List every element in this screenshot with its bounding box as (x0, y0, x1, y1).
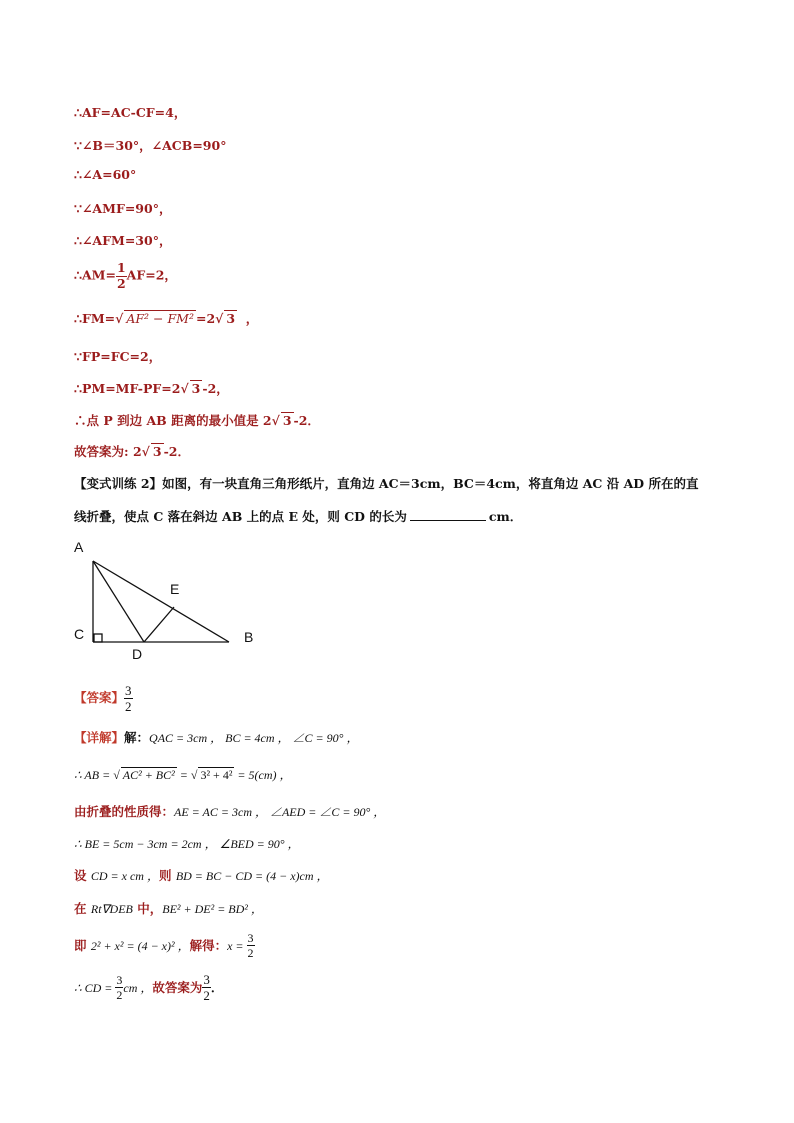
detail-line-4 (74, 833, 300, 852)
x-fraction: $\frac{3}{2}$ (247, 931, 254, 960)
solution-line-3: ∴∠A=60° (74, 167, 137, 182)
triangle-deb: Rt∇DEB (90, 902, 133, 916)
detail-line-3 (74, 801, 385, 820)
sqrt-sign (142, 444, 150, 459)
detail-line-1 (74, 728, 358, 746)
solution-line-4: ∵∠AMF=90°， (74, 201, 172, 216)
sqrt-ac-bc: AC² + BC² (122, 768, 175, 782)
segment-ab (93, 561, 229, 642)
detail-label: 【详解】 (74, 730, 125, 745)
segment-ad (93, 561, 144, 642)
x-equals: x = (227, 939, 247, 953)
final-fraction: $\frac{3}{2}$ (203, 972, 210, 1003)
final-answer-text: 故答案为 (152, 980, 203, 995)
minus-2: -2． (293, 413, 320, 428)
problem-text-2: 线折叠，使点 C 落在斜边 AB 上的点 E 处，则 CD 的长为 (74, 509, 407, 524)
detail-line-8 (74, 973, 223, 1002)
solution-line-5: ∴∠AFM=30°， (74, 233, 172, 248)
answer-blank (410, 520, 486, 521)
segment-de (144, 607, 174, 642)
detail-line-7 (74, 932, 255, 959)
label-e: E (170, 581, 180, 597)
cd-fraction: $\frac{3}{2}$ (116, 973, 123, 1002)
solution-line-8: ∵FP=FC=2， (74, 349, 162, 364)
label-c: C (74, 626, 85, 642)
min-distance-text: ∴点 P 到边 AB 距离的最小值是 2 (74, 413, 272, 428)
sqrt-radicand: AF² − FM² (126, 311, 194, 326)
fold-property: 由折叠的性质得： (74, 804, 175, 819)
problem-unit: cm． (488, 509, 523, 524)
answer-text: 故答案为: 2 (74, 444, 142, 459)
zhong-text: 中， (132, 901, 163, 916)
detail-line-6 (74, 898, 263, 917)
problem-title: 【变式训练 2】 (74, 476, 163, 491)
jie: 解： (124, 730, 150, 745)
period: ． (210, 980, 224, 995)
solution-line-7 (74, 309, 258, 327)
am-equals: ∴AM= (74, 267, 116, 283)
solution-line-2: ∵∠B＝30°，∠ACB=90° (74, 138, 227, 153)
answer-line (74, 684, 133, 713)
problem-line-2 (74, 507, 522, 525)
sqrt-sign (180, 381, 188, 396)
answer-label: 【答案】 (74, 690, 125, 705)
cd-equals-x: CD = x cm ， (90, 869, 159, 883)
minus-2: -2， (202, 381, 229, 396)
sqrt-sign (115, 311, 123, 326)
solution-line-11 (74, 442, 190, 460)
cd-equals: ∴ CD = (74, 981, 116, 995)
fm-equals: ∴FM= (74, 311, 116, 326)
sqrt-sign (215, 311, 223, 326)
right-angle-mark (94, 634, 102, 642)
sqrt-3: 3 (152, 444, 162, 459)
answer-fraction: $\frac{3}{2}$ (125, 683, 132, 714)
solve-text: 解得： (189, 938, 228, 953)
solution-line-1: ∴AF=AC-CF=4， (74, 105, 187, 120)
label-a: A (74, 539, 84, 555)
minus-2: -2． (163, 444, 190, 459)
triangle-figure (66, 532, 266, 662)
be-equation: ∴ BE = 5cm − 3cm = 2cm ， ∠BED = 90° ， (74, 837, 300, 851)
comma: ， (245, 311, 259, 326)
equals: = (176, 768, 191, 782)
sqrt-3-4: 3² + 4² (200, 768, 233, 782)
solution-line-6 (74, 262, 177, 290)
equation: 2² + x² = (4 − x)² ， (90, 939, 190, 953)
equals-2: =2 (195, 311, 216, 326)
solution-line-9 (74, 379, 229, 397)
sqrt-3: 3 (282, 413, 292, 428)
cm-unit: cm ， (123, 981, 153, 995)
detail-line-5 (74, 865, 329, 884)
solution-line-10 (74, 411, 320, 429)
sqrt-sign (191, 768, 198, 782)
detail-line-2 (74, 764, 292, 783)
fold-equations: AE = AC = 3cm ， ∠AED = ∠C = 90° ， (174, 805, 386, 819)
sqrt-sign (113, 768, 120, 782)
then-text: 则 (158, 868, 176, 883)
problem-line-1 (74, 474, 698, 492)
sqrt-sign (272, 413, 280, 428)
given-values: QAC = 3cm ， BC = 4cm ， ∠C = 90° ， (149, 731, 359, 745)
pythagoras: BE² + DE² = BD² ， (162, 902, 263, 916)
sqrt-3: 3 (191, 381, 201, 396)
label-d: D (132, 646, 143, 662)
pm-text: ∴PM=MF-PF=2 (74, 381, 181, 396)
ab-result: = 5(cm) ， (234, 768, 292, 782)
fraction-half: $\frac{1}{2}$ (116, 260, 126, 291)
let-text: 设 (74, 868, 91, 883)
ji-text: 即 (74, 938, 91, 953)
bd-equation: BD = BC − CD = (4 − x)cm ， (175, 869, 329, 883)
af-equals-2: AF=2， (126, 267, 177, 283)
ab-equals: ∴ AB = (74, 768, 114, 782)
in-text: 在 (74, 901, 91, 916)
sqrt-3: 3 (226, 311, 236, 326)
problem-text-1: 如图，有一块直角三角形纸片，直角边 AC＝3cm，BC＝4cm，将直角边 AC 沿 AD 所在的直 (162, 476, 699, 491)
label-b: B (244, 629, 254, 645)
